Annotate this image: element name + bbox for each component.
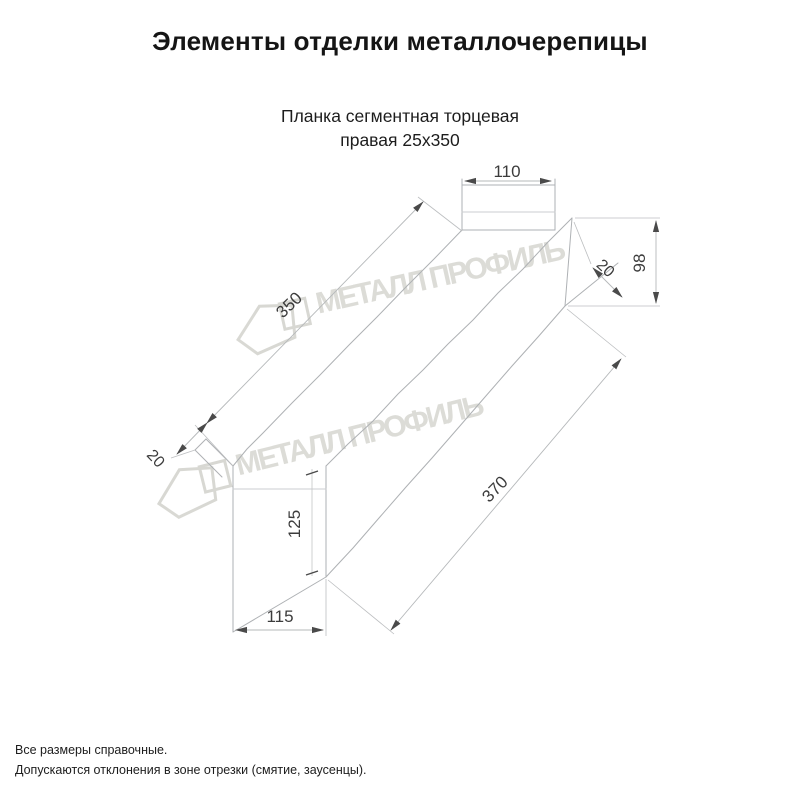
watermark-lower bbox=[151, 388, 495, 521]
dimension-115 bbox=[236, 579, 326, 636]
dim-125-label: 125 bbox=[285, 509, 304, 539]
dim-110-label: 110 bbox=[493, 162, 521, 181]
drawing-notes bbox=[15, 740, 785, 780]
dimension-125 bbox=[285, 469, 318, 576]
page-title: Элементы отделки металлочерепицы bbox=[152, 26, 648, 56]
dim-370-label: 370 bbox=[478, 472, 512, 506]
product-subtitle-line2: правая 25х350 bbox=[340, 130, 460, 150]
dim-20-right-label: 20 bbox=[592, 256, 618, 281]
watermark-brand-text: МЕТАЛЛ ПРОФИЛЬ bbox=[312, 232, 572, 321]
dim-350-label: 350 bbox=[272, 288, 306, 322]
dimension-110 bbox=[465, 162, 551, 181]
dimension-370 bbox=[328, 309, 626, 634]
note-line1: Все размеры справочные. bbox=[15, 743, 168, 757]
dim-98-label: 98 bbox=[630, 253, 649, 273]
dim-20-left-label: 20 bbox=[143, 446, 168, 472]
watermark-brand-text: МЕТАЛЛ ПРОФИЛЬ bbox=[232, 387, 491, 483]
product-subtitle-line1: Планка сегментная торцевая bbox=[280, 106, 520, 126]
note-line2: Допускаются отклонения в зоне отрезки (смятие, заусенцы). bbox=[15, 763, 367, 777]
watermark-upper bbox=[231, 232, 576, 357]
metal-profile-logo-icon bbox=[152, 459, 235, 522]
dimension-20-right bbox=[574, 222, 622, 297]
dim-115-label: 115 bbox=[266, 607, 294, 626]
